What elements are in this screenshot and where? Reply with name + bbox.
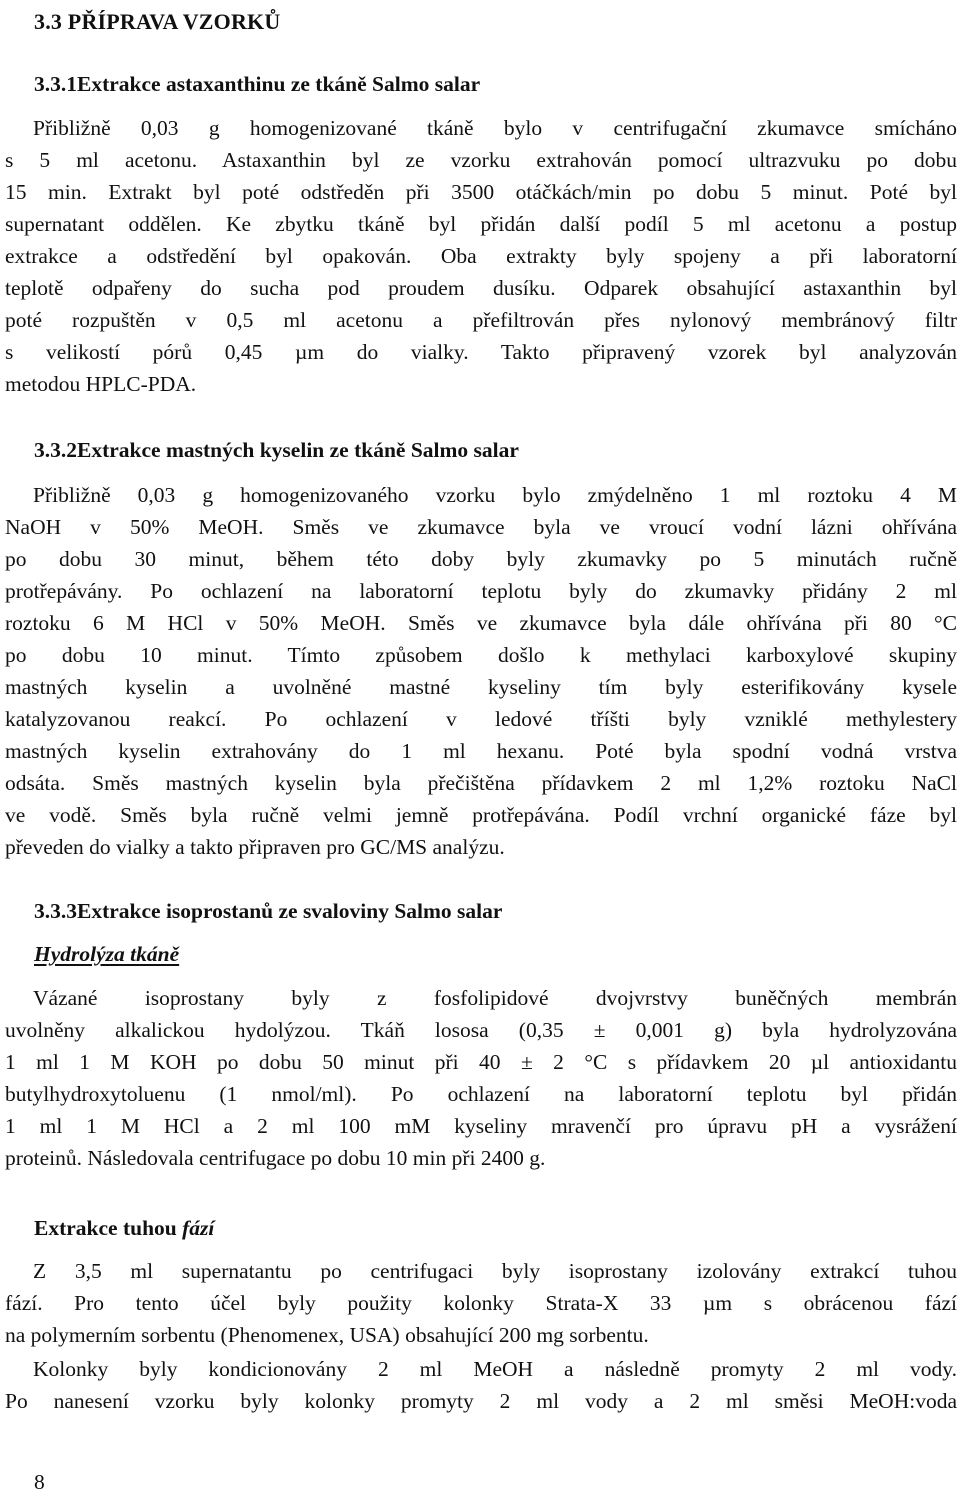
text-line: supernatant oddělen. Ke zbytku tkáně byl přidán další podíl 5 ml acetonu a postup — [5, 212, 957, 236]
text-line: katalyzovanou reakcí. Po ochlazení v ledové tříšti byly vzniklé methylestery — [5, 707, 957, 731]
paragraph-astaxanthin — [5, 112, 957, 400]
text-line: roztoku 6 M HCl v 50% MeOH. Směs ve zkumavce byla dále ohřívána při 80 °C — [5, 611, 957, 635]
text-line: metodou HPLC-PDA. — [5, 372, 197, 396]
text-line: odsáta. Směs mastných kyselin byla přečištěna přídavkem 2 ml 1,2% roztoku NaCl — [5, 771, 957, 795]
page-number: 8 — [34, 1470, 45, 1494]
text-line: mastných kyselin extrahovány do 1 ml hexanu. Poté byla spodní vodná vrstva — [5, 739, 957, 763]
text-line: proteinů. Následovala centrifugace po dobu 10 min při 2400 g. — [5, 1146, 546, 1170]
subsection-title: Extrakce isoprostanů ze svaloviny Salmo salar — [77, 899, 503, 923]
text-line: Kolonky byly kondicionovány 2 ml MeOH a následně promyty 2 ml vody. — [33, 1357, 957, 1381]
paragraph-hydrolysis — [5, 982, 957, 1174]
text-line: převeden do vialky a takto připraven pro GC/MS analýzu. — [5, 835, 505, 859]
subsection-title: Extrakce mastných kyselin ze tkáně Salmo salar — [77, 438, 519, 462]
section-heading: 3.3 PŘÍPRAVA VZORKŮ — [34, 9, 281, 34]
paragraph-columns — [5, 1353, 957, 1417]
sub-heading-spe — [34, 1214, 214, 1242]
text-line: 1 ml 1 M KOH po dobu 50 minut při 40 ± 2 °C s přídavkem 20 µl antioxidantu — [5, 1050, 957, 1074]
sub-heading-hydrolysis: Hydrolýza tkáně — [34, 942, 180, 966]
text-line: mastných kyselin a uvolněné mastné kyseliny tím byly esterifikovány kysele — [5, 675, 957, 699]
text-line: 1 ml 1 M HCl a 2 ml 100 mM kyseliny mravenčí pro úpravu pH a vysrážení — [5, 1114, 957, 1138]
text-line: butylhydroxytoluenu (1 nmol/ml). Po ochlazení na laboratorní teplotu byl přidán — [5, 1082, 957, 1106]
text-line: po dobu 10 minut. Tímto způsobem došlo k methylaci karboxylové skupiny — [5, 643, 957, 667]
text-line: 15 min. Extrakt byl poté odstředěn při 3500 otáčkách/min po dobu 5 minut. Poté byl — [5, 180, 957, 204]
subsection-title: Extrakce astaxanthinu ze tkáně Salmo salar — [77, 72, 481, 96]
text-line: s 5 ml acetonu. Astaxanthin byl ze vzorku extrahován pomocí ultrazvuku po dobu — [5, 148, 957, 172]
text-line: po dobu 30 minut, během této doby byly zkumavky po 5 minutách ručně — [5, 547, 957, 571]
subsection-number: 3.3.2 — [34, 438, 77, 462]
text-line: s velikostí pórů 0,45 µm do vialky. Takto připravený vzorek byl analyzován — [5, 340, 957, 364]
text-line: poté rozpuštěn v 0,5 ml acetonu a přefiltrován přes nylonový membránový filtr — [5, 308, 957, 332]
text-line: Vázané isoprostany byly z fosfolipidové dvojvrstvy buněčných membrán — [33, 986, 957, 1010]
text-line: teplotě odpařeny do sucha pod proudem dusíku. Odparek obsahující astaxanthin byl — [5, 276, 957, 300]
text-line: Po nanesení vzorku byly kolonky promyty 2 ml vody a 2 ml směsi MeOH:voda — [5, 1389, 957, 1413]
subsection-heading-331 — [34, 70, 480, 98]
text-line: ve vodě. Směs byla ručně velmi jemně protřepávána. Podíl vrchní organické fáze byl — [5, 803, 957, 827]
paragraph-fatty-acids — [5, 479, 957, 863]
text-line: na polymerním sorbentu (Phenomenex, USA) obsahující 200 mg sorbentu. — [5, 1323, 649, 1347]
text-line: fází. Pro tento účel byly použity kolonky Strata-X 33 µm s obrácenou fází — [5, 1291, 957, 1315]
text-line: NaOH v 50% MeOH. Směs ve zkumavce byla ve vroucí vodní lázni ohřívána — [5, 515, 957, 539]
sub-heading-text-italic: fází — [182, 1216, 215, 1240]
paragraph-spe — [5, 1255, 957, 1351]
subsection-heading-333 — [34, 897, 502, 925]
text-line: extrakce a odstředění byl opakován. Oba extrakty byly spojeny a při laboratorní — [5, 244, 957, 268]
text-line: uvolněny alkalickou hydolýzou. Tkáň lososa (0,35 ± 0,001 g) byla hydrolyzována — [5, 1018, 957, 1042]
subsection-number: 3.3.1 — [34, 72, 77, 96]
subsection-number: 3.3.3 — [34, 899, 77, 923]
text-line: Přibližně 0,03 g homogenizované tkáně bylo v centrifugační zkumavce smícháno — [33, 116, 957, 140]
text-line: protřepávány. Po ochlazení na laboratorní teplotu byly do zkumavky přidány 2 ml — [5, 579, 957, 603]
subsection-heading-332 — [34, 436, 519, 464]
text-line: Z 3,5 ml supernatantu po centrifugaci byly isoprostany izolovány extrakcí tuhou — [33, 1259, 957, 1283]
text-line: Přibližně 0,03 g homogenizovaného vzorku bylo zmýdelněno 1 ml roztoku 4 M — [33, 483, 957, 507]
sub-heading-text: Extrakce tuhou — [34, 1216, 183, 1240]
